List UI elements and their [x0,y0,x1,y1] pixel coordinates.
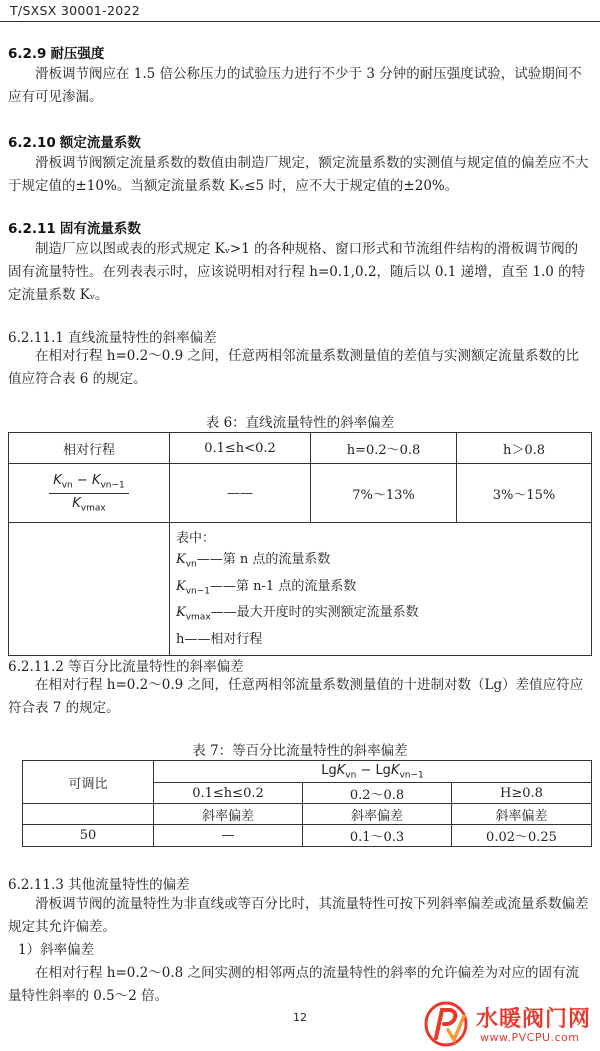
section-6-2-10-heading [8,131,141,151]
table-header-cell: 可调比 [23,761,154,804]
section-6-2-11-heading [8,217,141,237]
table-cell: 7%～13% [311,464,457,523]
section-6-2-11-1-text: 在相对行程 h=0.2～0.9 之间，任意两相邻流量系数测量值的差值与实测额定流量系数的比值应符合表 6 的规定。 [8,348,580,387]
section-title: 固有流量系数 [59,221,141,237]
fraction [49,473,129,513]
table-header-row [23,761,592,783]
formula-subscript: vn−1 [100,480,125,491]
table-header-cell: 0.1≤h<0.2 [170,433,311,464]
formula-operator: − [72,472,92,488]
watermark-url: www.PVCPU.com [480,1031,580,1044]
table-header-row [9,433,592,464]
fraction-denominator [49,494,129,514]
section-6-2-9-heading [8,42,104,62]
section-number: 6.2.11 [8,221,56,237]
table-header-cell: 0.1≤h≤0.2 [154,783,303,804]
section-6-2-9-text: 滑板调节阀应在 1.5 倍公称压力的试验压力进行不少于 3 分钟的耐压强度试验，试验期间不应有可见渗漏。 [8,66,582,105]
table-cell-empty [9,523,170,656]
formula-symbol: K [176,552,186,567]
table-header-cell: H≥0.8 [452,783,592,804]
note-text: ——第 n 点的流量系数 [196,552,331,567]
section-title: 耐压强度 [50,46,105,62]
formula-symbol: K [176,578,186,594]
list-item-label: 1）斜率偏差 [18,942,95,958]
formula-symbol: K [53,472,62,488]
table-cell: 3%～15% [457,464,592,523]
list-item-text: 在相对行程 h=0.2～0.8 之间实测的相邻两点的流量特性的斜率的允许偏差为对应的固有流量特性斜率的 0.5～2 倍。 [8,965,580,1004]
table-header-row [23,804,592,825]
table-header-cell: 斜率偏差 [154,804,303,825]
formula-subscript: vn−1 [185,586,211,597]
table-header-cell: h=0.2～0.8 [311,433,457,464]
note-line [176,549,585,576]
page-number: 12 [293,1011,307,1024]
table-cell: 0.02～0.25 [452,825,592,847]
watermark-name: 水暖阀门网 [476,1007,592,1032]
section-6-2-11-3-heading: 6.2.11.3 其他流量特性的偏差 [8,877,190,893]
note-line [176,576,585,603]
formula-symbol: K [390,762,400,778]
note-line [176,602,585,629]
table-row [23,825,592,847]
section-6-2-11-text: 制造厂应以图或表的形式规定 Kᵥ>1 的各种规格、窗口形式和节流组件结构的滑板调节阀的固有流量特性。在列表表示时，应该说明相对行程 h=0.1,0.2，随后以 0.1 递增，直至 1.0 的特定流量系数 Kᵥ。 [8,241,586,303]
section-title: 额定流量系数 [59,135,141,151]
table-notes-row [9,523,592,656]
section-number: 6.2.9 [8,46,47,62]
table-7 [22,760,592,847]
formula-text: Lg [321,762,337,778]
table-cell: — [154,825,303,847]
section-6-2-11-3-text: 滑板调节阀的流量特性为非直线或等百分比时，其流量特性可按下列斜率偏差或流量系数偏差规定其允许偏差。 [8,896,589,935]
formula-subscript: vn−1 [399,770,424,781]
formula-subscript: vn [345,770,357,781]
table-cell: 0.1～0.3 [303,825,452,847]
formula-operator: − Lg [356,762,391,778]
notes-head: 表中： [176,531,216,546]
section-6-2-11-1-heading: 6.2.11.1 直线流量特性的斜率偏差 [8,330,217,346]
formula-symbol: K [336,762,346,778]
table-notes [170,523,592,656]
table-cell: —— [170,464,311,523]
formula-symbol: K [72,495,81,511]
note-line: h——相对行程 [176,631,263,647]
table-cell-empty [23,804,154,825]
table-header-cell: h＞0.8 [457,433,592,464]
site-watermark [420,1000,598,1048]
table-6 [8,432,592,656]
formula-subscript: vn [61,480,73,491]
table-header-cell: 斜率偏差 [303,804,452,825]
note-text: ——第 n-1 点的流量系数 [210,578,357,594]
table-header-cell: 斜率偏差 [452,804,592,825]
section-6-2-10-text: 滑板调节阀额定流量系数的数值由制造厂规定，额定流量系数的实测值与规定值的偏差应不大于规定值的±10%。当额定流量系数 Kᵥ≤5 时，应不大于规定值的±20%。 [8,155,589,194]
section-6-2-11-2-heading: 6.2.11.2 等百分比流量特性的斜率偏差 [8,659,244,675]
table-7-caption: 表 7：等百分比流量特性的斜率偏差 [192,743,408,759]
fraction-numerator [49,473,129,494]
table-row [9,464,592,523]
note-text: ——最大开度时的实测额定流量系数 [210,605,419,621]
section-6-2-11-2-text: 在相对行程 h=0.2～0.9 之间，任意两相邻流量系数测量值的十进制对数（Lg）差值应符应符合表 7 的规定。 [8,677,584,716]
slope-formula [9,464,170,523]
formula-symbol: K [91,472,101,488]
table-header-cell: 0.2～0.8 [303,783,452,804]
formula-subscript: vn [185,559,197,570]
section-number: 6.2.10 [8,135,56,151]
table-6-caption: 表 6：直线流量特性的斜率偏差 [205,415,395,431]
pv-logo-icon [420,1000,472,1048]
log-formula [154,761,592,783]
formula-subscript: vmax [185,612,211,623]
table-cell: 50 [23,825,154,847]
header-rule [0,21,600,22]
table-header-cell: 相对行程 [9,433,170,464]
formula-subscript: vmax [80,503,106,514]
document-code: T/SXSX 30001-2022 [10,3,141,18]
formula-symbol: K [176,605,186,621]
